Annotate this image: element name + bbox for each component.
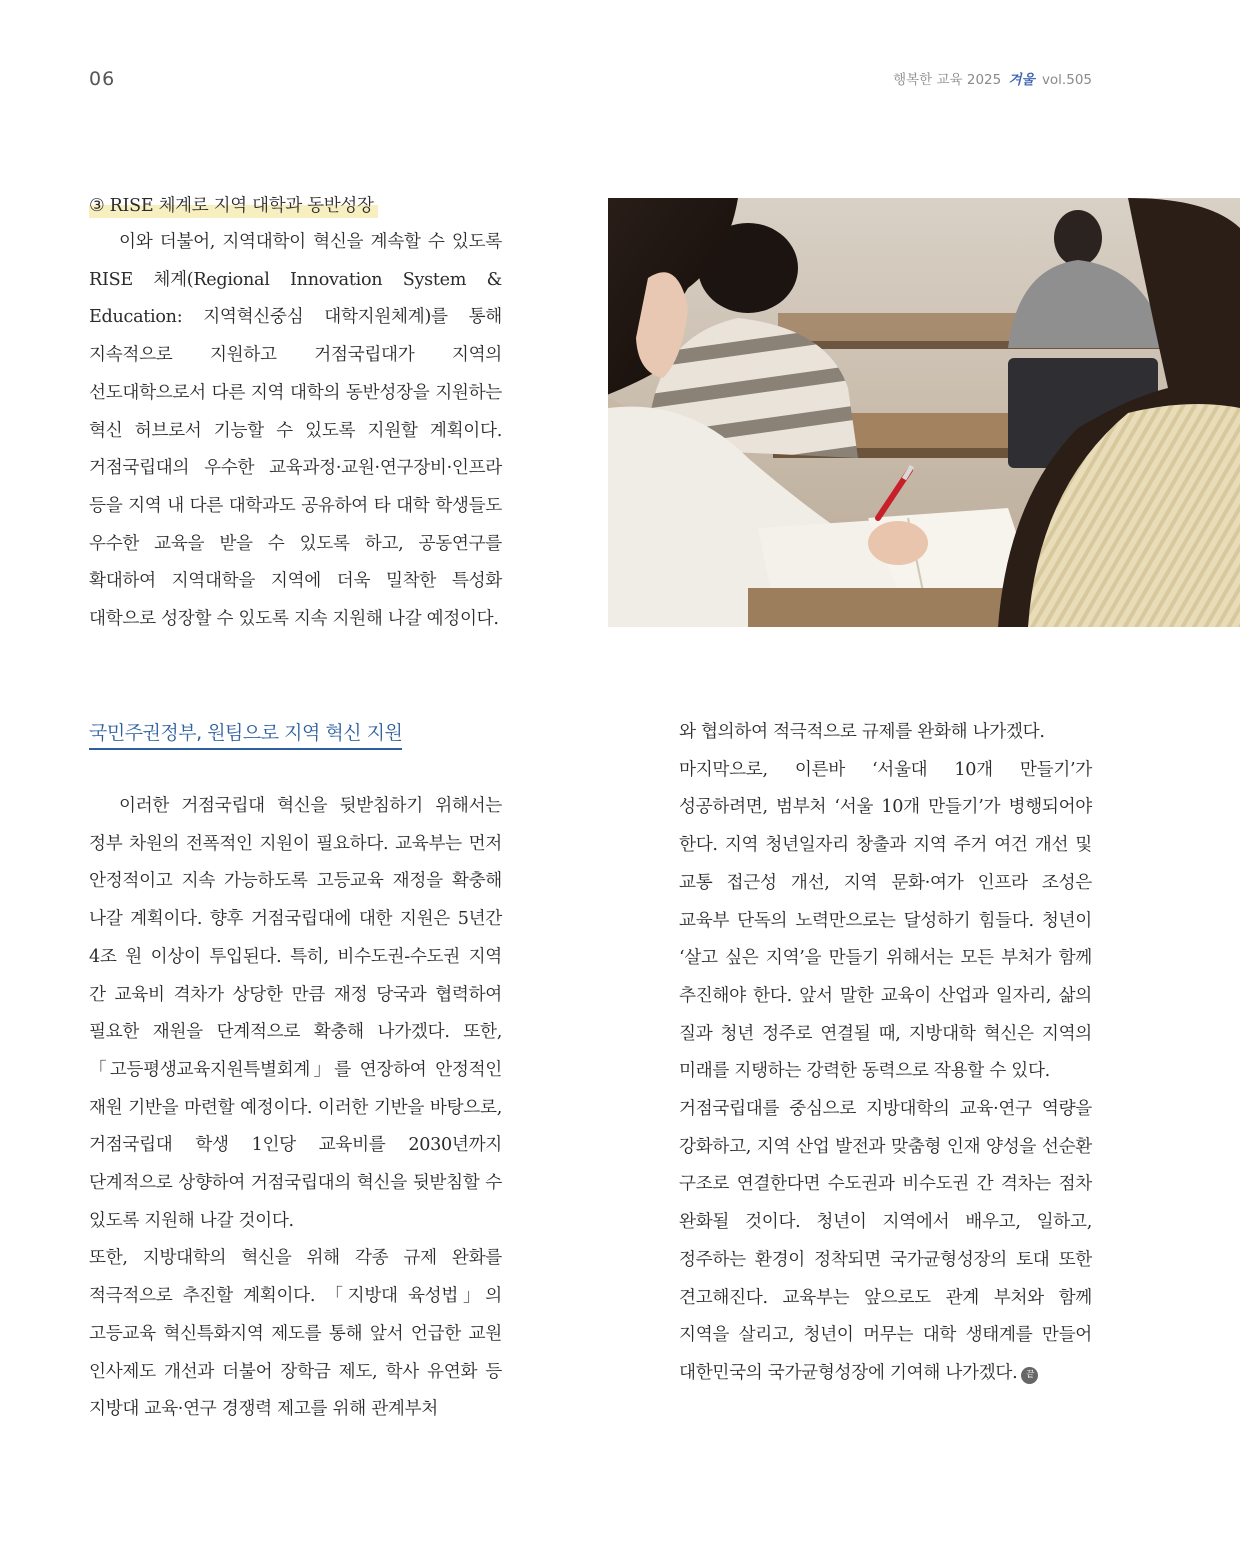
running-header [893, 68, 1092, 88]
body-paragraph: 이러한 거점국립대 혁신을 뒷받침하기 위해서는 정부 차원의 전폭적인 지원이 필요하다. 교육부는 먼저 안정적이고 지속 가능하도록 고등교육 재정을 확충해 나갈 계획이다. 향후 거점국립대에 대한 지원은 5년간 4조 원 이상이 투입된다. 특히, 비수도권-수도권 지역 간 교육비 격차가 상당한 만큼 재정 당국과 협력하여 필요한 재원을 단계적으로 확충해 나가겠다. 또한, 「고등평생교육지원특별회계」를 연장하여 안정적인 재원 기반을 마련할 예정이다. 이러한 기반을 바탕으로, 거점국립대 학생 1인당 교육비를 2030년까지 단계적으로 상향하여 거점국립대의 혁신을 뒷받침할 수 있도록 지원해 나갈 것이다. [89, 796, 502, 1231]
volume-number: vol.505 [1041, 72, 1092, 88]
left-column-text [89, 788, 502, 1429]
classroom-photo [608, 198, 1240, 627]
section-heading: 국민주권정부, 원팀으로 지역 혁신 지원 [89, 718, 402, 750]
body-paragraph: 마지막으로, 이른바 ‘서울대 10개 만들기’가 성공하려면, 범부처 ‘서울 10개 만들기’가 병행되어야 한다. 지역 청년일자리 창출과 지역 주거 여건 개선 및 교통 접근성 개선, 지역 문화·여가 인프라 조성은 교육부 단독의 노력만으로는 달성하기 힘들다. 청년이 ‘살고 싶은 지역’을 만들기 위해서는 모든 부처가 함께 추진해야 한다. 앞서 말한 교육이 산업과 일자리, 삶의 질과 청년 정주로 연결될 때, 지방대학 혁신은 지역의 미래를 지탱하는 강력한 동력으로 작용할 수 있다. [679, 759, 1092, 1082]
body-paragraph: 또한, 지방대학의 혁신을 위해 각종 규제 완화를 적극적으로 추진할 계획이다. 「지방대 육성법」의 고등교육 혁신특화지역 제도를 통해 앞서 언급한 교원 인사제도 개선과 더불어 장학금 제도, 학사 유연화 등 지방대 교육·연구 경쟁력 제고를 위해 관계부처 [89, 1248, 502, 1420]
rise-paragraph: 이와 더불어, 지역대학이 혁신을 계속할 수 있도록 RISE 체계(Regional Innovation System & Education: 지역혁신중심 대학지원체계)를 통해 지속적으로 지원하고 거점국립대가 지역의 선도대학으로서 다른 지역 대학의 동반성장을 지원하는 혁신 허브로서 기능할 수 있도록 지원할 계획이다. 거점국립대의 우수한 교육과정·교원·연구장비·인프라 등을 지역 내 다른 대학과도 공유하여 타 대학 학생들도 우수한 교육을 받을 수 있도록 하고, 공동연구를 확대하여 지역대학을 지역에 더욱 밀착한 특성화 대학으로 성장할 수 있도록 지속 지원해 나갈 예정이다. [89, 232, 502, 630]
body-paragraph [679, 1091, 1092, 1393]
rise-section [89, 194, 502, 639]
end-mark-icon: 끝 [1021, 1367, 1038, 1384]
magazine-title: 행복한 교육 2025 [893, 72, 1002, 88]
closing-text: 거점국립대를 중심으로 지방대학의 교육·연구 역량을 강화하고, 지역 산업 발전과 맞춤형 인재 양성을 선순환 구조로 연결한다면 수도권과 비수도권 간 격차는 점차 완화될 것이다. 청년이 지역에서 배우고, 일하고, 정주하는 환경이 정착되면 국가균형성장의 토대 또한 견고해진다. 교육부는 앞으로도 관계 부처와 함께 지역을 살리고, 청년이 머무는 대학 생태계를 만들어 대한민국의 국가균형성장에 기여해 나가겠다. [679, 1099, 1092, 1383]
page-number: 06 [89, 68, 116, 90]
season-label: 겨울 [1008, 72, 1035, 88]
rise-subheading: ③ RISE 체계로 지역 대학과 동반성장 [89, 194, 378, 218]
right-column-text [679, 714, 1092, 1393]
body-paragraph: 와 협의하여 적극적으로 규제를 완화해 나가겠다. [679, 722, 1045, 742]
